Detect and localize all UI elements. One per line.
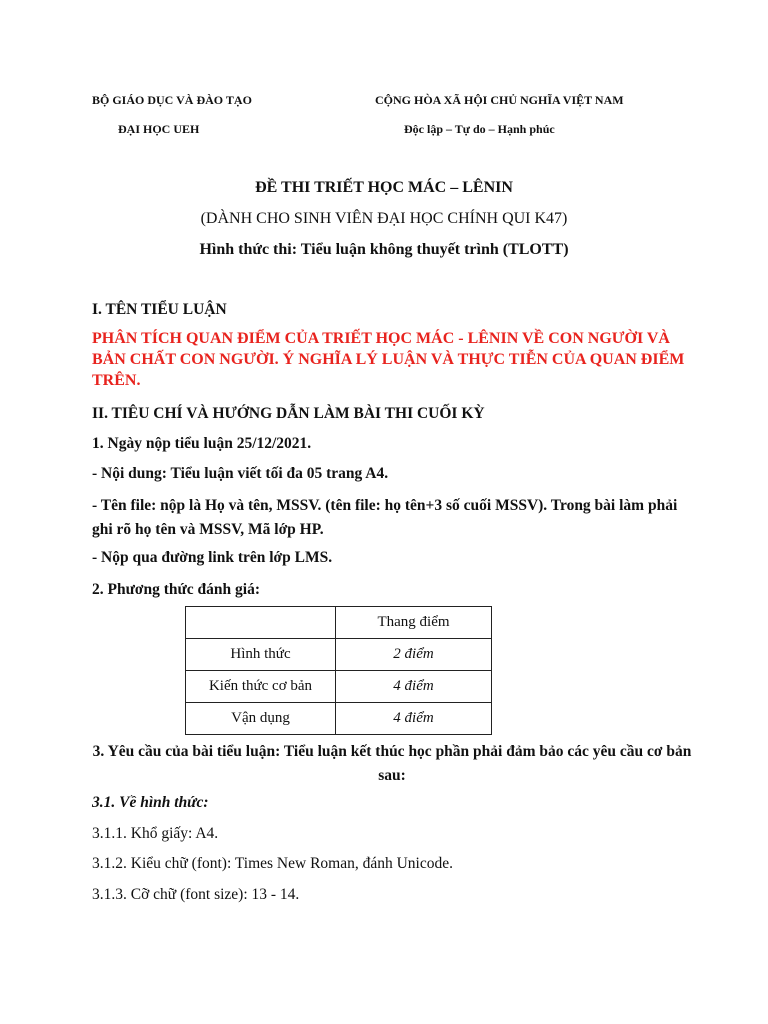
table-row bbox=[186, 639, 492, 671]
evaluation-heading: 2. Phương thức đánh giá: bbox=[92, 581, 261, 598]
submission-method: - Nộp qua đường link trên lớp LMS. bbox=[92, 549, 333, 566]
table-header-cell: Thang điểm bbox=[336, 607, 492, 639]
table-row bbox=[186, 703, 492, 735]
format-heading: 3.1. Về hình thức: bbox=[92, 794, 209, 811]
paper-size: 3.1.1. Khổ giấy: A4. bbox=[92, 825, 219, 842]
essay-topic: PHÂN TÍCH QUAN ĐIỂM CỦA TRIẾT HỌC MÁC - LÊNIN VỀ CON NGƯỜI VÀ BẢN CHẤT CON NGƯỜI. Ý NGHĨA LÝ LUẬN VÀ THỰC TIỄN CỦA QUAN ĐIỂM TRÊN. bbox=[92, 330, 685, 389]
content-requirement: - Nội dung: Tiểu luận viết tối đa 05 trang A4. bbox=[92, 465, 389, 482]
font-size: 3.1.3. Cỡ chữ (font size): 13 - 14. bbox=[92, 886, 300, 903]
section2-heading: II. TIÊU CHÍ VÀ HƯỚNG DẪN LÀM BÀI THI CUỐI KỲ bbox=[92, 405, 485, 422]
submission-date: 1. Ngày nộp tiểu luận 25/12/2021. bbox=[92, 435, 312, 452]
exam-title: ĐỀ THI TRIẾT HỌC MÁC – LÊNIN bbox=[255, 179, 513, 196]
table-header-cell bbox=[186, 607, 336, 639]
table-row bbox=[186, 671, 492, 703]
score-cell: 4 điểm bbox=[336, 671, 492, 703]
filename-requirement: - Tên file: nộp là Họ và tên, MSSV. (tên file: họ tên+3 số cuối MSSV). Trong bài làm phải ghi rõ họ tên và MSSV, Mã lớp HP. bbox=[92, 497, 678, 538]
criterion-cell: Vận dụng bbox=[186, 703, 336, 735]
essay-requirements: 3. Yêu cầu của bài tiểu luận: Tiểu luận kết thúc học phần phải đảm bảo các yêu cầu cơ bản sau: bbox=[92, 743, 692, 784]
exam-form: Hình thức thi: Tiểu luận không thuyết trình (TLOTT) bbox=[199, 241, 569, 258]
score-cell: 2 điểm bbox=[336, 639, 492, 671]
table-header-row bbox=[186, 607, 492, 639]
criterion-cell: Hình thức bbox=[186, 639, 336, 671]
exam-subtitle: (DÀNH CHO SINH VIÊN ĐẠI HỌC CHÍNH QUI K47) bbox=[200, 210, 568, 227]
grading-table bbox=[185, 606, 492, 735]
ministry-name: BỘ GIÁO DỤC VÀ ĐÀO TẠO bbox=[92, 93, 252, 107]
score-cell: 4 điểm bbox=[336, 703, 492, 735]
national-title: CỘNG HÒA XÃ HỘI CHỦ NGHĨA VIỆT NAM bbox=[375, 93, 624, 107]
university-name: ĐẠI HỌC UEH bbox=[118, 122, 200, 136]
section1-heading: I. TÊN TIỂU LUẬN bbox=[92, 301, 227, 318]
national-motto: Độc lập – Tự do – Hạnh phúc bbox=[404, 122, 555, 136]
criterion-cell: Kiến thức cơ bản bbox=[186, 671, 336, 703]
font-type: 3.1.2. Kiểu chữ (font): Times New Roman, đánh Unicode. bbox=[92, 855, 453, 872]
